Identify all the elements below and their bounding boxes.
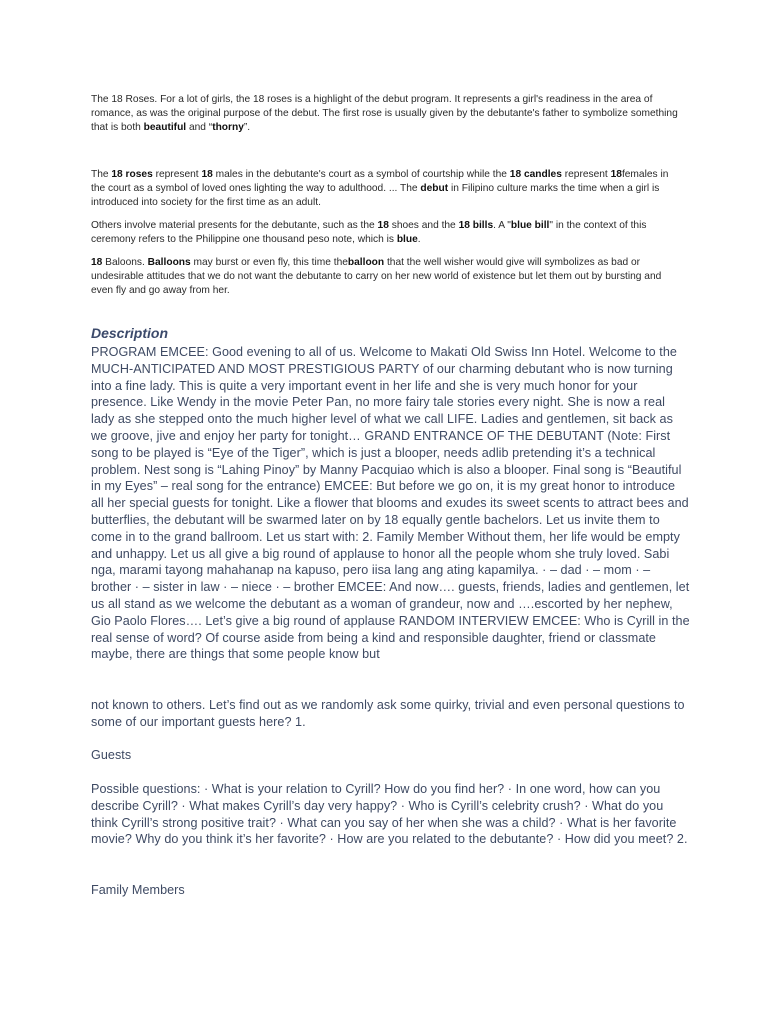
bold-text: beautiful — [143, 122, 187, 133]
text-segment: . — [417, 234, 421, 245]
text-segment: . A " — [493, 220, 511, 231]
text-segment: ”. — [243, 122, 251, 133]
bold-text: 18 — [610, 169, 622, 180]
bold-text: 18 — [201, 169, 213, 180]
guests-label: Guests — [91, 748, 132, 762]
text-segment: represent — [561, 169, 611, 180]
bold-text: Balloons — [147, 257, 191, 268]
text-segment: in Filipino culture marks the time when a girl is introduced into society for the first time as an adult. — [91, 183, 660, 208]
bold-text: 18 roses — [111, 169, 153, 180]
bold-text: thorny — [212, 122, 244, 133]
text-segment: that the well wisher would give will symbolizes as bad or undesirable attitudes that we do not want the debutante to carry on her new world of existence but let them out by bursting and even fly and go away from her. — [91, 257, 662, 296]
text-segment: The — [91, 169, 112, 180]
bold-text: blue bill — [510, 220, 550, 231]
text-segment: females in the court as a symbol of loved ones lighting the way to adulthood. ... The — [91, 169, 669, 194]
text-segment: The 18 Roses. For a lot of girls, the 18 roses is a highlight of the debut program. It represents a girl's readiness in the area of romance, as was the original purpose of the debut. The first rose is usually given by the debutante's father to symbolize something that is both — [91, 94, 678, 133]
text-segment: males in the debutante's court as a symbol of courtship while the — [212, 169, 510, 180]
bold-text: 18 candles — [509, 169, 562, 180]
bold-text: 18 — [377, 220, 389, 231]
text-segment: represent — [152, 169, 202, 180]
paragraph-18-roses — [91, 93, 681, 135]
description-body: PROGRAM EMCEE: Good evening to all of us. Welcome to Makati Old Swiss Inn Hotel. Welcome to the MUCH-ANTICIPATED AND MOST PRESTIGIOUS PARTY of our charming debutant who is now turning into a fine lady. This is quite a very important event in her life and she is very much honor for your presence. Like Wendy in the movie Peter Pan, no more fairy tale stories every night. She is now a real lady as she stepped onto the much higher level of what we call LIFE. Ladies and gentlemen, sit back as we groove, jive and enjoy her party for tonight… GRAND ENTRANCE OF THE DEBUTANT (Note: First song to be played is “Eye of the Tiger”, which is just a blooper, needs adlib pretending it’s a technical problem. Nest song is “Lahing Pinoy” by Manny Pacquiao which is also a blooper. Final song is “Beautiful in my Eyes” – real song for the entrance) EMCEE: But before we go on, it is my great honor to introduce all her special guests for tonight. Like a flower that blooms and exudes its sweet scents to attract bees and butterflies, the debutant will be swarmed later on by 18 equally gentle bachelors. Let us invite them to come in to the grand ballroom. Let us start with: 2. Family Member Without them, her life would be empty and unhappy. Let us all give a big round of applause to honor all the people whom she truly loved. Sabi nga, marami tayong mahahanap na kapuso, pero iisa lang ang ating kapamilya. · – dad · – mom · – brother · – sister in law · – niece · – brother EMCEE: And now…. guests, friends, ladies and gentlemen, let us all stand as we welcome the debutant as a woman of grandeur, now and ….escorted by her nephew, Gio Paolo Flores…. Let’s give a big round of applause RANDOM INTERVIEW EMCEE: Who is Cyrill in the real sense of word? Of course aside from being a kind and responsible daughter, friend or classmate maybe, there are things that some people know but — [91, 345, 690, 662]
text-segment: may burst or even fly, this time the — [190, 257, 348, 268]
bold-text: 18 — [91, 257, 103, 268]
bold-text: balloon — [347, 257, 385, 268]
bold-text: blue — [396, 234, 418, 245]
text-segment: shoes and the — [388, 220, 459, 231]
description-heading: Description — [91, 325, 169, 341]
text-segment: Others involve material presents for the debutante, such as the — [91, 220, 378, 231]
possible-questions-paragraph: Possible questions: · What is your relation to Cyrill? How do you find her? · In one word, how can you describe Cyrill? · What makes Cyrill’s day very happy? · Who is Cyrill’s celebrity crush? · What do you think Cyrill’s strong positive trait? · What can you say of her when she was a child? · What is her favorite movie? Why do you think it’s her favorite? · How are you related to the debutante? · How did you meet? 2. — [91, 782, 688, 847]
bold-text: 18 bills — [458, 220, 494, 231]
paragraph-roses-candles — [91, 168, 681, 210]
paragraph-balloons — [91, 256, 681, 298]
text-segment: and “ — [186, 122, 213, 133]
continuation-paragraph: not known to others. Let’s find out as we randomly ask some quirky, trivial and even personal questions to some of our important guests here? 1. — [91, 698, 685, 729]
bold-text: debut — [420, 183, 449, 194]
text-segment: " in the context of this ceremony refers to the Philippine one thousand peso note, which is — [91, 220, 647, 245]
paragraph-material-presents — [91, 219, 681, 247]
family-members-label: Family Members — [91, 883, 185, 897]
text-segment: Baloons. — [102, 257, 148, 268]
